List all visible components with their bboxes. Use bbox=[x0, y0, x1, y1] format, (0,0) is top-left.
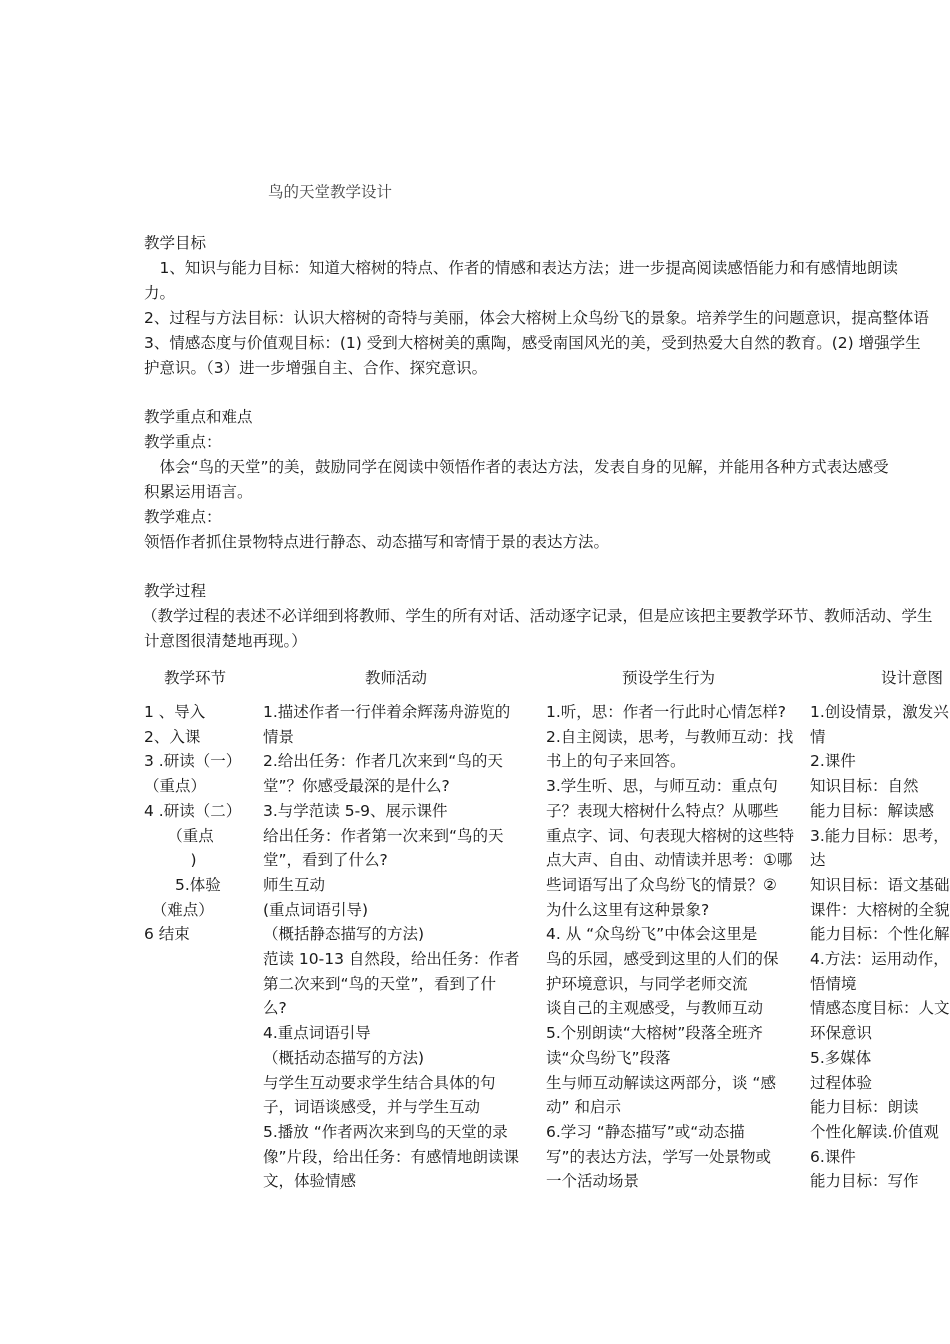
intent-cell-line: 知识目标：语文基础 bbox=[810, 875, 950, 894]
intent-cell-line: 环保意识 bbox=[810, 1024, 873, 1043]
student-cell-line: 写”的表达方法，学写一处景物或 bbox=[546, 1147, 772, 1166]
header-stage: 教学环节 bbox=[164, 669, 227, 687]
difficulty-label: 教学难点： bbox=[144, 508, 222, 526]
teacher-cell-line: 堂”？你感受最深的是什么? bbox=[263, 777, 450, 796]
teacher-cell-line: 情景 bbox=[263, 727, 295, 746]
intent-cell-line: 能力目标：朗读 bbox=[810, 1098, 919, 1117]
intent-cell-line: 过程体验 bbox=[810, 1073, 873, 1092]
teacher-cell-line: 第二次来到“鸟的天堂”，看到了什 bbox=[263, 974, 497, 993]
teacher-cell-line: 文，体验情感 bbox=[263, 1172, 357, 1191]
student-cell-line: 书上的句子来回答。 bbox=[546, 752, 686, 771]
process-note-line: （教学过程的表述不必详细到将教师、学生的所有对话、活动逐字记录，但是应该把主要教学环节、教师活动、学生 bbox=[142, 607, 933, 625]
teacher-cell-line: 范读 10-13 自然段，给出任务：作者 bbox=[263, 950, 520, 969]
stage-cell-line: （重点 bbox=[144, 826, 214, 845]
teacher-cell-line: （概括静态描写的方法) bbox=[263, 925, 425, 944]
intent-cell-line: 知识目标：自然 bbox=[810, 777, 919, 796]
intent-cell-line: 1.创设情景，激发兴 bbox=[810, 703, 949, 721]
objectives-heading: 教学目标 bbox=[144, 234, 207, 252]
stage-cell-line: 3 .研读（一） bbox=[144, 752, 242, 771]
teacher-cell-line: 与学生互动要求学生结合具体的句 bbox=[263, 1073, 496, 1092]
teacher-cell-line: 师生互动 bbox=[263, 875, 326, 894]
student-cell-line: 重点字、词、句表现大榕树的这些特 bbox=[546, 826, 795, 845]
student-cell-line: 鸟的乐园，感受到这里的人们的保 bbox=[546, 950, 779, 969]
student-cell-line: 谈自己的主观感受，与教师互动 bbox=[546, 999, 764, 1018]
intent-cell-line: 悟情境 bbox=[810, 974, 857, 993]
student-cell-line: 护环境意识，与同学老师交流 bbox=[546, 974, 748, 993]
intent-cell-line: 能力目标：写作 bbox=[810, 1172, 919, 1191]
student-cell-line: 动” 和启示 bbox=[546, 1098, 621, 1117]
page-title: 鸟的天堂教学设计 bbox=[268, 183, 393, 201]
student-cell-line: 为什么这里有这种景象? bbox=[546, 900, 710, 919]
teacher-cell-line: 2.给出任务：作者几次来到“鸟的天 bbox=[263, 752, 503, 771]
student-cell-line: 一个活动场景 bbox=[546, 1172, 640, 1191]
intent-cell-line: 课件：大榕树的全貌 bbox=[810, 900, 950, 919]
student-column bbox=[546, 700, 794, 1194]
intent-cell-line: 能力目标：解读感 bbox=[810, 801, 935, 820]
student-cell-line: 1.听，思：作者一行此时心情怎样? bbox=[546, 703, 787, 721]
stage-cell-line: （难点） bbox=[144, 900, 214, 919]
teacher-cell-line: （概括动态描写的方法) bbox=[263, 1048, 425, 1067]
stage-cell-line: 4 .研读（二） bbox=[144, 801, 242, 820]
objectives-line: 3、情感态度与价值观目标：(1) 受到大榕树美的熏陶，感受南国风光的美，受到热爱大自然的教育。(2) 增强学生 bbox=[144, 334, 921, 352]
intent-cell-line: 情感态度目标：人文 bbox=[810, 999, 950, 1018]
objectives-line: 力。 bbox=[144, 284, 176, 302]
teacher-cell-line: 1.描述作者一行伴着余辉荡舟游览的 bbox=[263, 703, 511, 721]
stage-cell-line: 6 结束 bbox=[144, 925, 190, 944]
keypoints-heading: 教学重点和难点 bbox=[144, 408, 253, 426]
process-heading: 教学过程 bbox=[144, 582, 207, 600]
intent-cell-line: 5.多媒体 bbox=[810, 1048, 872, 1067]
teacher-cell-line: 子，词语谈感受，并与学生互动 bbox=[263, 1098, 481, 1117]
teacher-cell-line: 5.播放 “作者两次来到鸟的天堂的录 bbox=[263, 1122, 508, 1141]
stage-column bbox=[144, 700, 241, 947]
focus-line: 体会“鸟的天堂”的美，鼓励同学在阅读中领悟作者的表达方法，发表自身的见解，并能用各种方式表达感受 bbox=[144, 458, 889, 476]
student-cell-line: 读“众鸟纷飞”段落 bbox=[546, 1048, 671, 1067]
objectives-line: 护意识。（3）进一步增强自主、合作、探究意识。 bbox=[144, 359, 488, 377]
focus-label: 教学重点： bbox=[144, 433, 222, 451]
intent-cell-line: 4.方法：运用动作， bbox=[810, 950, 949, 969]
intent-cell-line: 3.能力目标：思考， bbox=[810, 826, 949, 845]
objectives-line: 2、过程与方法目标：认识大榕树的奇特与美丽，体会大榕树上众鸟纷飞的景象。培养学生的问题意识，提高整体语 bbox=[144, 309, 929, 327]
intent-cell-line: 达 bbox=[810, 851, 826, 870]
teacher-column bbox=[263, 700, 519, 1194]
intent-cell-line: 能力目标：个性化解 bbox=[810, 925, 950, 944]
stage-cell-line: 5.体验 bbox=[144, 875, 221, 894]
stage-cell-line: 1 、导入 bbox=[144, 703, 206, 721]
header-teacher: 教师活动 bbox=[365, 669, 428, 687]
student-cell-line: 6.学习 “静态描写”或“动态描 bbox=[546, 1122, 745, 1141]
teacher-cell-line: 堂”，看到了什么? bbox=[263, 851, 388, 870]
student-cell-line: 子？表现大榕树什么特点？从哪些 bbox=[546, 801, 779, 820]
intent-cell-line: 6.课件 bbox=[810, 1147, 856, 1166]
student-cell-line: 生与师互动解读这两部分，谈 “感 bbox=[546, 1073, 776, 1092]
student-cell-line: 些词语写出了众鸟纷飞的情景？② bbox=[546, 875, 777, 894]
difficulty-line: 领悟作者抓住景物特点进行静态、动态描写和寄情于景的表达方法。 bbox=[144, 533, 610, 551]
intent-column bbox=[810, 700, 950, 1194]
process-note-line: 计意图很清楚地再现。） bbox=[144, 632, 307, 650]
student-cell-line: 2.自主阅读，思考，与教师互动：找 bbox=[546, 727, 794, 746]
stage-cell-line: （重点） bbox=[144, 777, 207, 796]
teacher-cell-line: 像”片段，给出任务：有感情地朗读课 bbox=[263, 1147, 520, 1166]
student-cell-line: 5.个别朗读“大榕树”段落全班齐 bbox=[546, 1024, 763, 1043]
teacher-cell-line: 么? bbox=[263, 999, 287, 1018]
teacher-cell-line: 4.重点词语引导 bbox=[263, 1024, 371, 1043]
header-intent: 设计意图 bbox=[881, 669, 944, 687]
objectives-line: 1、知识与能力目标：知道大榕树的特点、作者的情感和表达方法；进一步提高阅读感悟能力和有感情地朗读 bbox=[144, 259, 898, 277]
header-student: 预设学生行为 bbox=[622, 669, 716, 687]
student-cell-line: 3.学生听、思，与师互动：重点句 bbox=[546, 777, 778, 796]
student-cell-line: 4. 从 “众鸟纷飞”中体会这里是 bbox=[546, 925, 758, 944]
teacher-cell-line: 3.与学范读 5-9、展示课件 bbox=[263, 801, 448, 820]
intent-cell-line: 2.课件 bbox=[810, 752, 856, 771]
teacher-cell-line: 给出任务：作者第一次来到“鸟的天 bbox=[263, 826, 504, 845]
stage-cell-line: 2、入课 bbox=[144, 727, 201, 746]
stage-cell-line: ) bbox=[144, 851, 197, 870]
intent-cell-line: 情 bbox=[810, 727, 826, 746]
intent-cell-line: 个性化解读.价值观 bbox=[810, 1122, 939, 1141]
focus-line: 积累运用语言。 bbox=[144, 483, 253, 501]
teacher-cell-line: (重点词语引导) bbox=[263, 900, 369, 919]
student-cell-line: 点大声、自由、动情读并思考：①哪 bbox=[546, 851, 793, 870]
